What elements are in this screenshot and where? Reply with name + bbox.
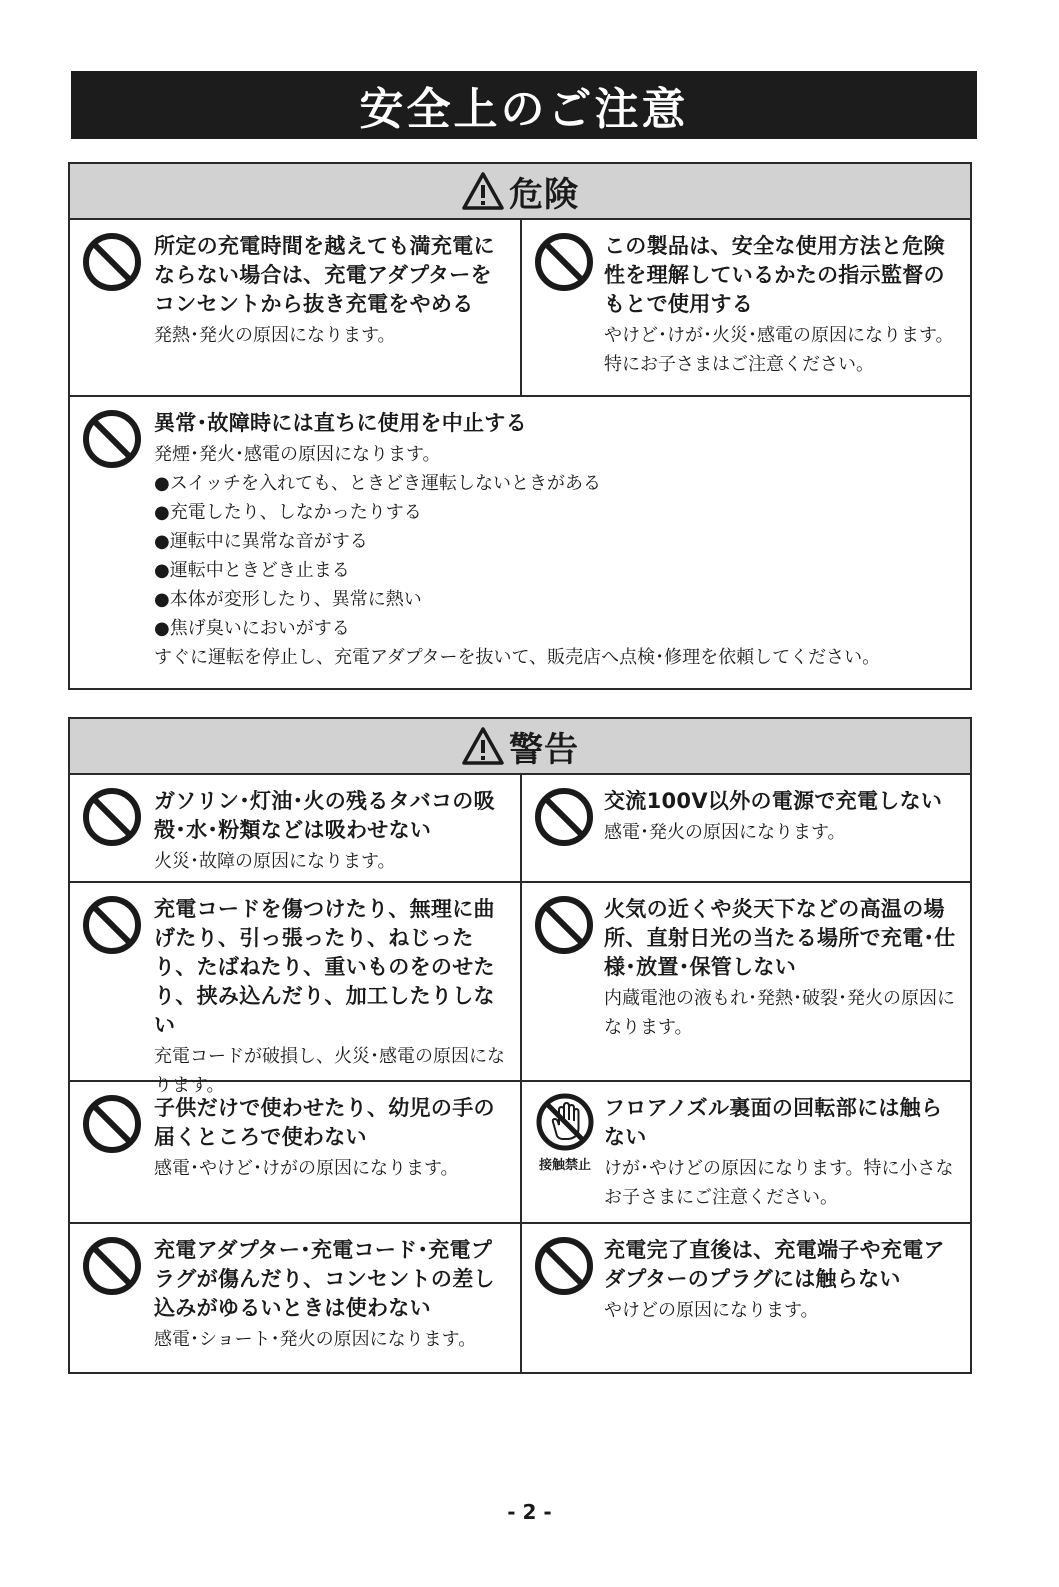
prohibition-icon — [534, 232, 594, 292]
warning-item-heading: フロアノズル裏面の回転部には触らない — [604, 1096, 943, 1149]
warning-triangle-icon — [461, 171, 505, 211]
warning-item-desc: 火災･故障の原因になります。 — [154, 851, 396, 872]
prohibition-icon — [82, 787, 142, 847]
warning-item-heading: 充電完了直後は、充電端子や充電アダプターのプラグには触らない — [604, 1238, 945, 1291]
page-number: - 2 - — [507, 1500, 552, 1524]
warning-item-heading: 充電アダプター･充電コード･充電プラグが傷んだり、コンセントの差し込みがゆるいときは使わない — [154, 1238, 495, 1320]
danger-item-desc: 発熱･発火の原因になります。 — [154, 325, 396, 346]
danger-item — [520, 220, 970, 395]
no-touch-caption: 接触禁止 — [538, 1158, 591, 1173]
prohibition-icon — [82, 409, 142, 469]
warning-item-heading: 充電コードを傷つけたり、無理に曲げたり、引っ張ったり、ねじったり、たばねたり、重いものをのせたり、挟み込んだり、加工したりしない — [154, 897, 495, 1037]
danger-item-heading: 異常･故障時には直ちに使用を中止する — [154, 411, 527, 435]
warning-item-desc: 感電･やけど･けがの原因になります。 — [154, 1158, 459, 1179]
warning-item-heading: ガソリン･灯油･火の残るタバコの吸殻･水･粉類などは吸わせない — [154, 789, 495, 842]
warning-row-1 — [70, 775, 970, 883]
warning-triangle-icon — [461, 726, 505, 766]
list-item: ● スイッチを入れても、ときどき運転しないときがある — [154, 469, 958, 498]
warning-item — [520, 1224, 970, 1372]
prohibition-icon — [534, 895, 594, 955]
danger-item-heading: 所定の充電時間を越えても満充電にならない場合は、充電アダプターをコンセントから抜き充電をやめる — [154, 234, 495, 316]
danger-item-desc: やけど･けが･火災･感電の原因になります。特にお子さまはご注意ください。 — [604, 325, 954, 375]
warning-item-desc: 内蔵電池の液もれ･発熱･破裂･発火の原因になります。 — [604, 988, 955, 1038]
danger-header-label: 危険 — [509, 174, 579, 215]
warning-section — [68, 717, 972, 1374]
prohibition-icon — [82, 1094, 142, 1154]
list-item: ● 焦げ臭いにおいがする — [154, 614, 958, 643]
list-item: ● 充電したり、しなかったりする — [154, 498, 958, 527]
list-item: ● 本体が変形したり、異常に熱い — [154, 585, 958, 614]
warning-row-2 — [70, 883, 970, 1096]
page-title: 安全上のご注意 — [359, 84, 689, 135]
warning-item-heading: 子供だけで使わせたり、幼児の手の届くところで使わない — [154, 1096, 495, 1149]
warning-header-label: 警告 — [509, 729, 579, 770]
danger-row-2 — [70, 397, 970, 688]
no-touch-icon — [535, 1092, 595, 1152]
danger-item — [70, 397, 970, 688]
title-bar — [71, 71, 977, 139]
warning-item-heading: 交流100V以外の電源で充電しない — [604, 789, 943, 813]
warning-item — [70, 1224, 520, 1372]
no-touch-icon-group — [530, 1092, 600, 1173]
prohibition-icon — [534, 1236, 594, 1296]
warning-item-desc: 感電･発火の原因になります。 — [604, 822, 846, 843]
danger-row-1 — [70, 220, 970, 397]
danger-item-desc: 発煙･発火･感電の原因になります。 — [154, 444, 441, 465]
warning-item — [70, 883, 520, 1096]
danger-header — [70, 164, 970, 220]
danger-section — [68, 162, 972, 690]
warning-item-desc: やけどの原因になります。 — [604, 1300, 819, 1321]
warning-item-desc: 充電コードが破損し、火災･感電の原因になります。 — [154, 1046, 505, 1096]
warning-row-3 — [70, 1082, 970, 1224]
warning-header — [70, 719, 970, 775]
danger-item-heading: この製品は、安全な使用方法と危険性を理解しているかたの指示監督のもとで使用する — [604, 234, 945, 316]
warning-item — [70, 1082, 520, 1222]
warning-item-desc: けが･やけどの原因になります。特に小さなお子さまにご注意ください。 — [604, 1158, 954, 1208]
prohibition-icon — [82, 1236, 142, 1296]
prohibition-icon — [534, 787, 594, 847]
warning-item-heading: 火気の近くや炎天下などの高温の場所、直射日光の当たる場所で充電･仕様･放置･保管しない — [604, 897, 956, 979]
danger-item — [70, 220, 520, 395]
warning-item — [520, 1082, 970, 1222]
danger-item-footer: すぐに運転を停止し、充電アダプターを抜いて、販売店へ点検･修理を依頼してください。 — [154, 647, 881, 668]
prohibition-icon — [82, 895, 142, 955]
symptom-list — [154, 469, 958, 643]
warning-row-4 — [70, 1224, 970, 1372]
prohibition-icon — [82, 232, 142, 292]
warning-item — [70, 775, 520, 881]
warning-item-desc: 感電･ショート･発火の原因になります。 — [154, 1329, 477, 1350]
list-item: ● 運転中ときどき止まる — [154, 556, 958, 585]
warning-item — [520, 883, 970, 1080]
warning-item — [520, 775, 970, 881]
list-item: ● 運転中に異常な音がする — [154, 527, 958, 556]
